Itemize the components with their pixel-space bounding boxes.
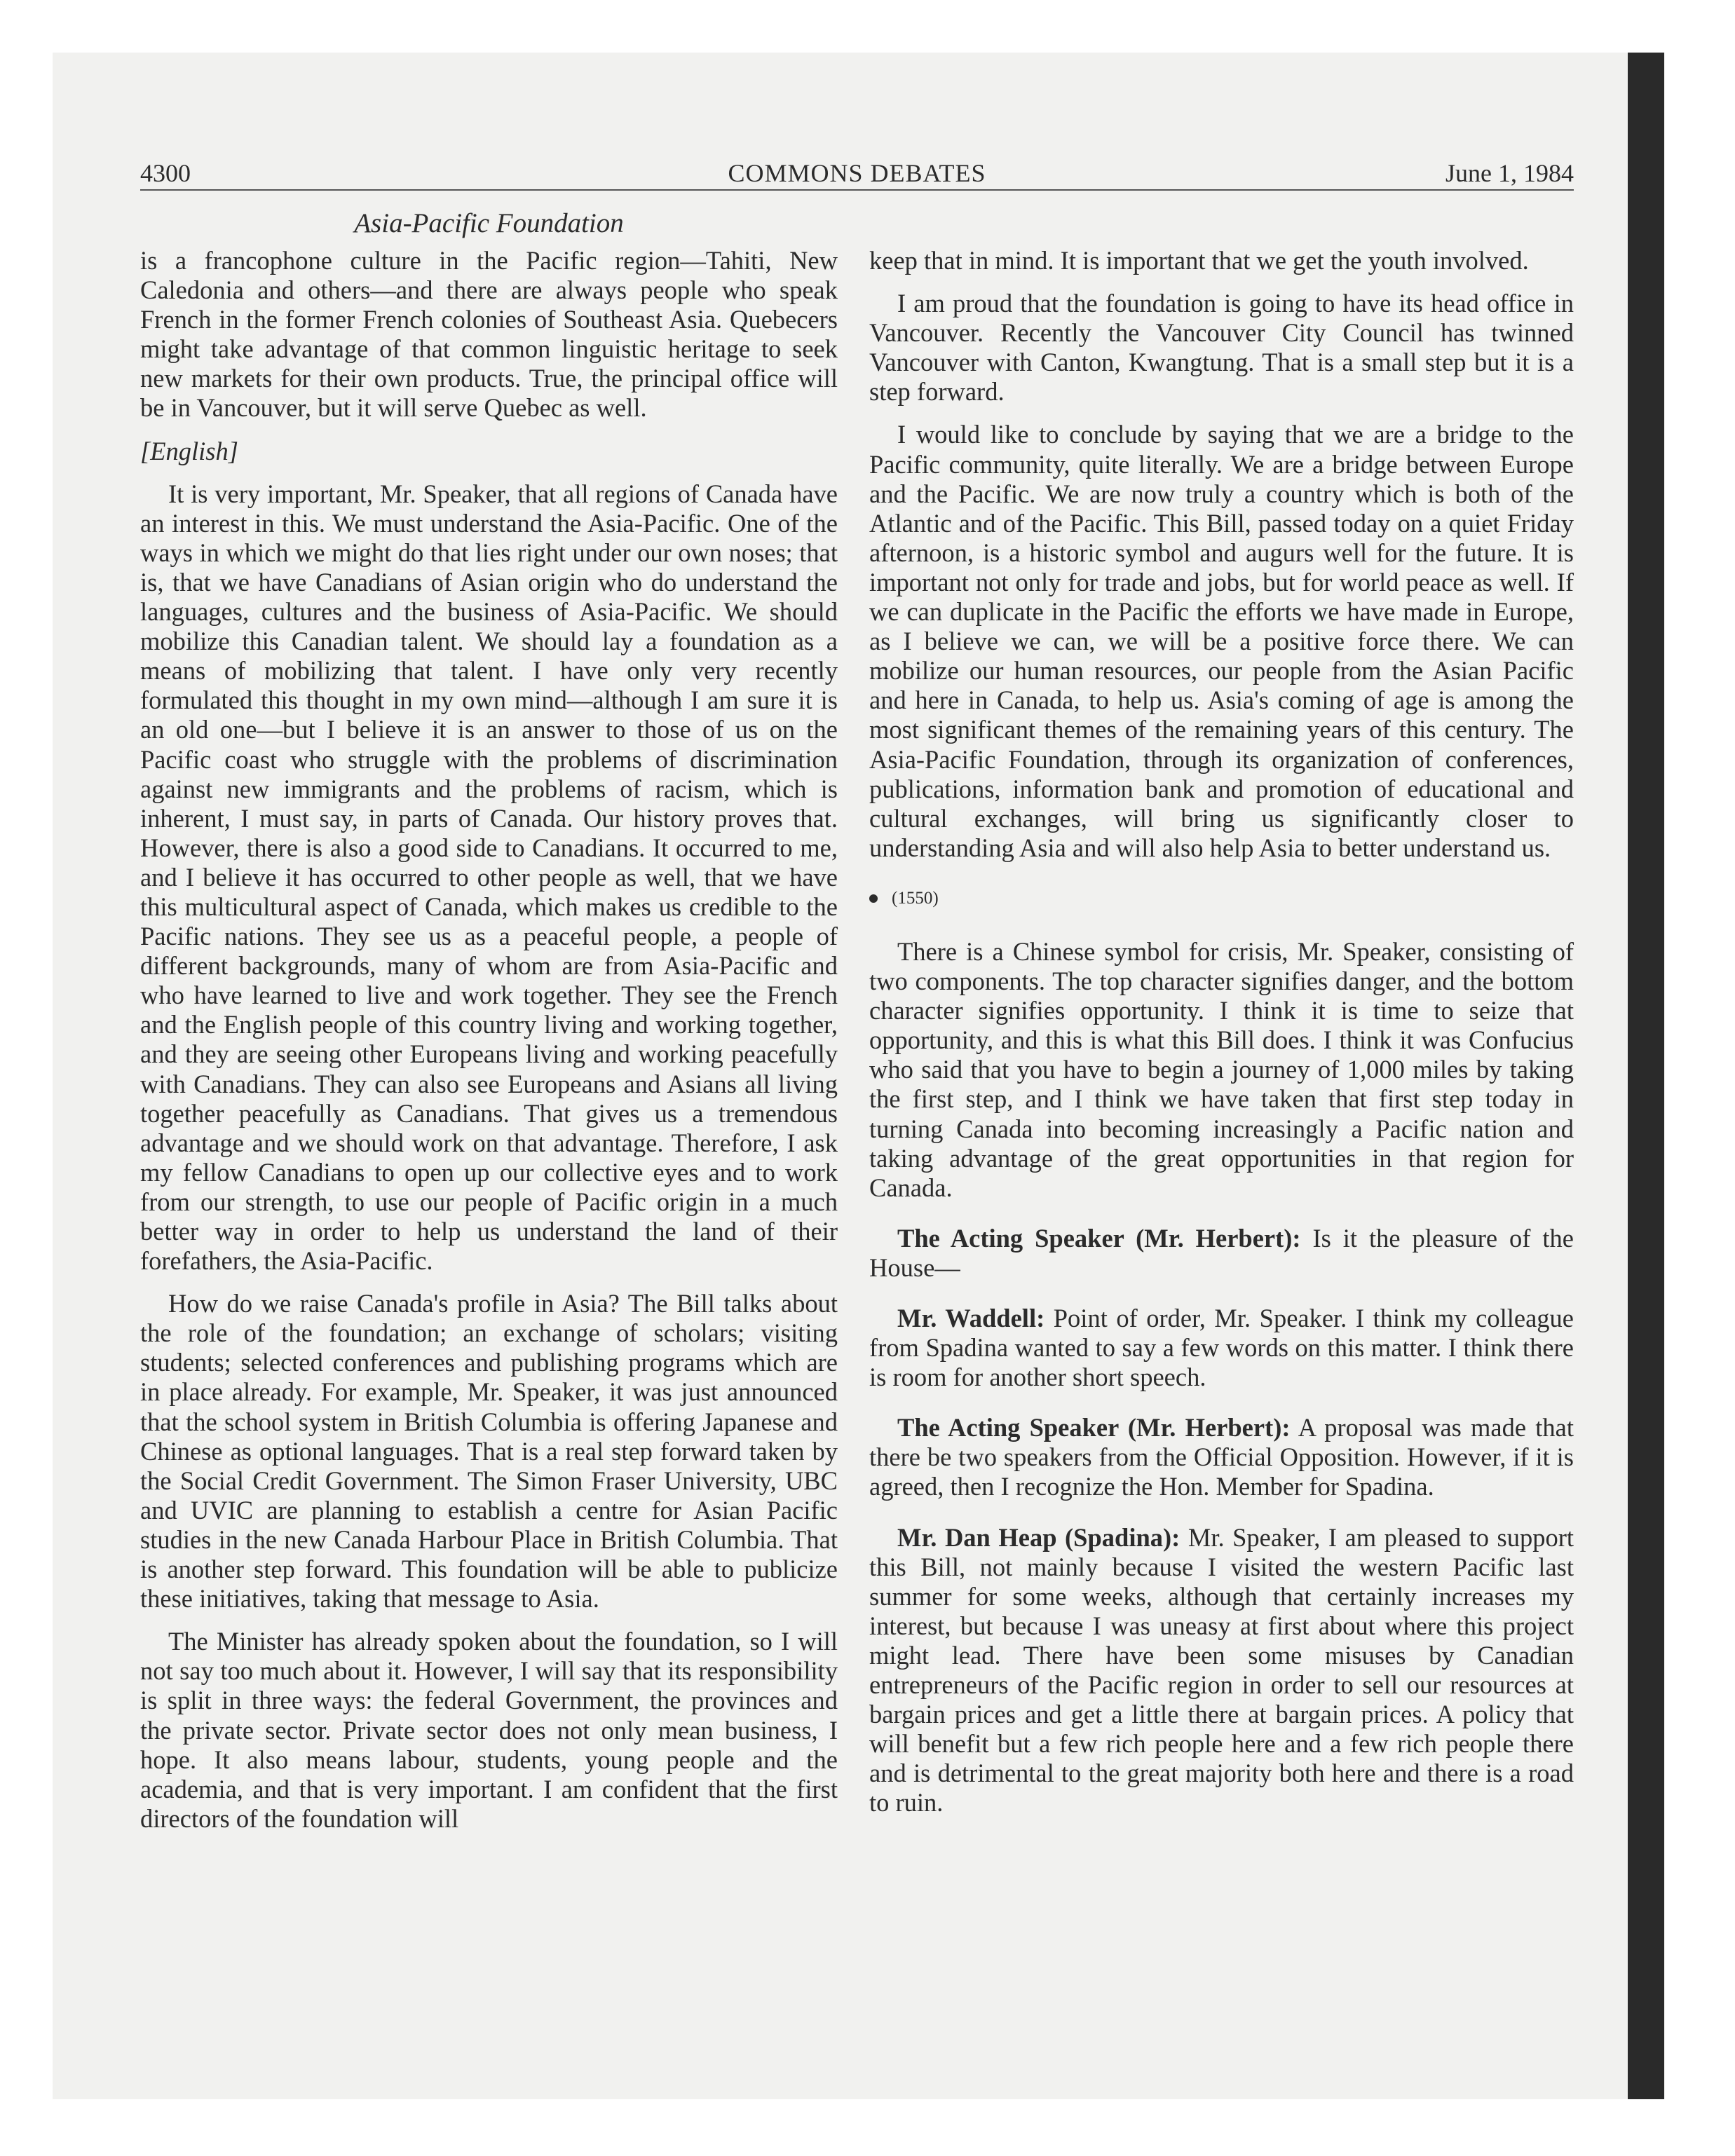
page-number: 4300 (140, 159, 191, 187)
scan-edge-bar (1628, 53, 1664, 2099)
speech-text: Point of order, Mr. Speaker. I think my colleague from Spadina wanted to say a few words on this matter. I think there is room for another short speech. (869, 1304, 1574, 1392)
time-marker-label: (1550) (892, 888, 939, 908)
speaker-name: The Acting Speaker (Mr. Herbert): (897, 1223, 1301, 1253)
paragraph: I am proud that the foundation is going to have its head office in Vancouver. Recently the Vancouver City Council has twinned Vancouver with Canton, Kwangtung. That is a small step but it is a step forward. (869, 289, 1574, 407)
speech-acting-speaker (869, 1413, 1574, 1501)
speaker-name: The Acting Speaker (Mr. Herbert): (897, 1413, 1291, 1442)
time-marker (869, 884, 1574, 913)
right-column (869, 246, 1574, 1831)
speech-text: A proposal was made that there be two speakers from the Official Opposition. However, if it is agreed, then I recognize the Hon. Member for Spadina. (869, 1413, 1574, 1501)
paragraph: keep that in mind. It is important that we get the youth involved. (869, 246, 1529, 275)
paragraph: It is very important, Mr. Speaker, that all regions of Canada have an interest in this. We must understand the Asia-Pacific. One of the ways in which we might do that lies right under our own noses; that is, that we have Canadians of Asian origin who do understand the languages, cultures and the business of Asia-Pacific. We should mobilize this Canadian talent. We should lay a foundation as a means of mobilizing that talent. I have only very recently formulated this thought in my own mind—although I am sure it is an old one—but I believe it is an answer to those of us on the Pacific coast who struggle with the problems of discrimination against new immigrants and the problems of racism, which is inherent, I must say, in parts of Canada. Our history proves that. However, there is also a good side to Canadians. It occurred to me, and I believe it has occurred to other people as well, that we have this multicultural aspect of Canada, which makes us credible to the Pacific nations. They see us as a peaceful people, a people of different backgrounds, many of whom are from Asia-Pacific and who have learned to live and work together. They see the French and the English people of this country living and working together, and they are seeing other Europeans living and working peacefully with Canadians. They can also see Europeans and Asians all living together peacefully as Canadians. That gives us a tremendous advantage and we should work on that advantage. Therefore, I ask my fellow Canadians to open up our collective eyes and to work from our strength, to use our people of Pacific origin in a much better way in order to help us understand the land of their forefathers, the Asia-Pacific. (140, 479, 838, 1276)
paragraph: There is a Chinese symbol for crisis, Mr. Speaker, consisting of two components. The top character signifies danger, and the bottom character signifies opportunity. I think it is time to seize that opportunity, and this is what this Bill does. I think it was Confucius who said that you have to begin a journey of 1,000 miles by taking the first step, and I think we have taken that first step today in turning Canada into becoming increasingly a Pacific nation and taking advantage of the great opportunities in that region for Canada. (869, 936, 1574, 1202)
publication-title: COMMONS DEBATES (728, 159, 986, 187)
speaker-name: Mr. Dan Heap (Spadina): (897, 1522, 1181, 1552)
speech-acting-speaker (869, 1224, 1574, 1283)
speaker-name: Mr. Waddell: (897, 1304, 1045, 1332)
speech-text: Mr. Speaker, I am pleased to support this Bill, not mainly because I visited the western Pacific last summer for some weeks, although that certainly increases my interest, but because I was uneasy at first about where this project might lead. There have been some misuses by Canadian entrepreneurs of the Pacific region in order to sell our resources at bargain prices and get a little there at bargain prices. A policy that will benefit but a few rich people here and a few rich people there and is detrimental to the great majority both here and there is a road to ruin. (869, 1522, 1574, 1817)
page-header (140, 153, 1574, 191)
paragraph: How do we raise Canada's profile in Asia? The Bill talks about the role of the foundation; an exchange of scholars; visiting students; selected conferences and publishing programs which are in place already. For example, Mr. Speaker, it was just announced that the school system in British Columbia is offering Japanese and Chinese as optional languages. That is a real step forward taken by the Social Credit Government. The Simon Fraser University, UBC and UVIC are planning to establish a centre for Asian Pacific studies in the new Canada Harbour Place in British Columbia. That is another step forward. This foundation will be able to publicize these initiatives, taking that message to Asia. (140, 1289, 838, 1613)
bullet-icon (869, 894, 878, 903)
paragraph: The Minister has already spoken about the foundation, so I will not say too much about it. However, I will say that its responsibility is split in three ways: the federal Government, the provinces and the private sector. Private sector does not only mean business, I hope. It also means labour, students, young people and the academia, and that is very important. I am confident that the first directors of the foundation will (140, 1627, 838, 1833)
subject-heading: Asia-Pacific Foundation (354, 208, 624, 238)
speech-waddell (869, 1304, 1574, 1392)
speech-heap (869, 1523, 1574, 1818)
paragraph: is a francophone culture in the Pacific region—Tahiti, New Caledonia and others—and there are always people who speak French in the former French colonies of Southeast Asia. Quebecers might take advantage of that common linguistic heritage to seek new markets for their own products. True, the principal office will be in Vancouver, but it will serve Quebec as well. (140, 246, 838, 423)
paragraph: I would like to conclude by saying that we are a bridge to the Pacific community, quite literally. We are a bridge between Europe and the Pacific. We are now truly a country which is both of the Atlantic and of the Pacific. This Bill, passed today on a quiet Friday afternoon, is a historic symbol and augurs well for the future. It is important not only for trade and jobs, but for world peace as well. If we can duplicate in the Pacific the efforts we have made in Europe, as I believe we can, we will be a positive force there. We can mobilize our human resources, our people from the Asian Pacific and here in Canada, to help us. Asia's coming of age is among the most significant themes of the remaining years of this century. The Asia-Pacific Foundation, through its organization of conferences, publications, information bank and promotion of educational and cultural exchanges, will bring us significantly closer to understanding Asia and will also help Asia to better understand us. (869, 420, 1574, 862)
speech-text: Is it the pleasure of the House— (869, 1223, 1574, 1282)
left-column (140, 246, 838, 1847)
language-tag: [English] (140, 436, 238, 465)
page-date: June 1, 1984 (1445, 159, 1574, 187)
